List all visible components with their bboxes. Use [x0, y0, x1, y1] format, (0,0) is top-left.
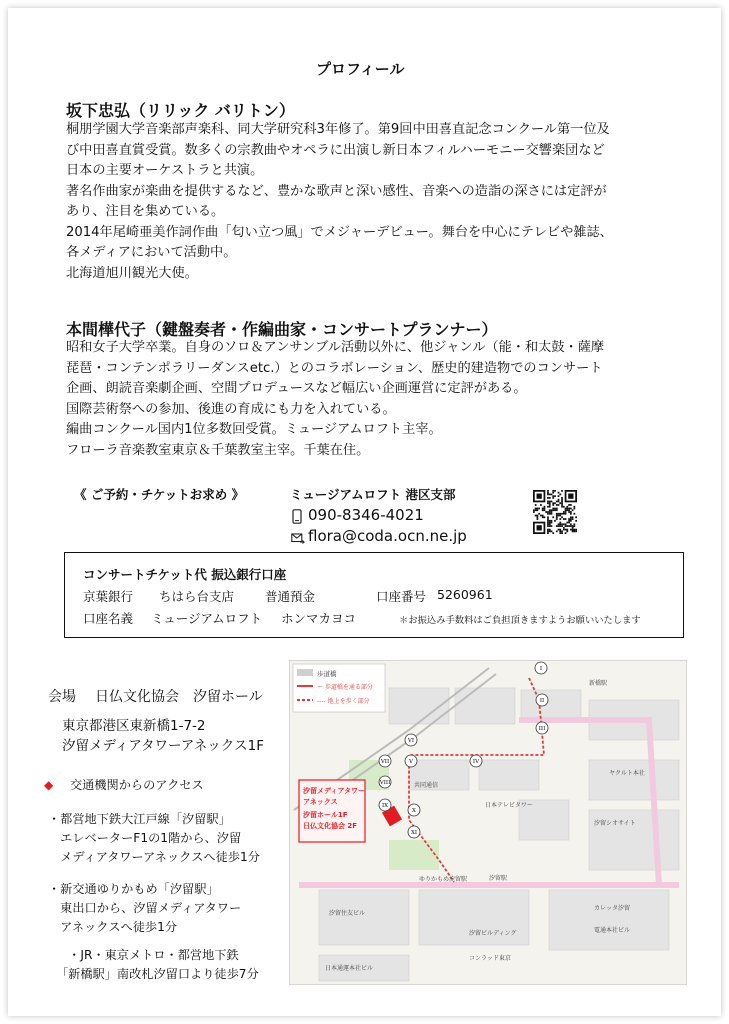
email-address[interactable]: flora@coda.ocn.ne.jp: [308, 527, 467, 545]
qr-code-icon[interactable]: [533, 490, 577, 534]
map-label: 汐留シオサイト: [594, 820, 636, 827]
profile1-line: あり、注目を集めている。: [66, 204, 225, 219]
exit-number: VIII: [379, 780, 391, 787]
profile2-line: 企画、朗読音楽劇企画、空間プロデュースなど幅広い企画運営に定評がある。: [66, 381, 527, 396]
exit-number: II: [539, 698, 545, 705]
organizer-name: ミュージアムロフト 港区支部: [290, 487, 456, 502]
access-line: ・都営地下鉄大江戸線「汐留駅」: [48, 812, 231, 826]
profile1-name: 坂下忠弘（リリック バリトン）: [66, 101, 295, 120]
page-title: プロフィール: [316, 60, 405, 78]
profile2-bio: [66, 338, 604, 461]
venue-highlight-label: 汐留ホール1F: [303, 811, 348, 819]
exit-number: I: [539, 666, 543, 673]
access-line: エレベーターF1の1階から、汐留: [48, 831, 242, 845]
exit-number: V: [409, 759, 413, 766]
venue-name: 日仏文化協会 汐留ホール: [95, 689, 263, 705]
profile2-line: 昭和女子大学卒業。自身のソロ＆アンサンブル活動以外に、他ジャンル（能・和太鼓・薩摩: [66, 340, 605, 355]
exit-number: X: [412, 808, 416, 815]
access-marker: ◆: [44, 778, 54, 792]
venue-address-1: 東京都港区東新橋1-7-2: [62, 718, 206, 734]
account-holder-name: ホンマカヨコ: [281, 611, 357, 626]
map-label: 日本通運本社ビル: [325, 965, 374, 972]
profile1-line: 北海道旭川観光大使。: [66, 265, 198, 281]
profile1-line: 各メディアにおいて活動中。: [66, 245, 237, 260]
legend-item: 歩道橋: [317, 670, 337, 678]
legend-item: ---- 地上を歩く部分: [317, 698, 370, 705]
venue-highlight-label: 日仏文化協会 2F: [303, 822, 358, 830]
map-label: ゆりかもめ汐留駅: [419, 876, 468, 883]
profile2-name: 本間樺代子（鍵盤奏者・作編曲家・コンサートプランナー）: [66, 320, 498, 339]
account-holder-org: ミュージアムロフト: [151, 611, 263, 626]
bank-box-heading: コンサートチケット代 振込銀行口座: [83, 567, 287, 582]
map-label: 汐留住友ビル: [329, 910, 366, 917]
map-legend: [293, 664, 385, 712]
profile1-line: 日本の主要オーケストラと共演。: [66, 163, 264, 178]
map-label: 新橋駅: [589, 680, 608, 687]
access-line: ・新交通ゆりかもめ「汐留駅」: [48, 882, 219, 896]
venue-highlight-label: 汐留メディアタワー: [303, 787, 365, 795]
exit-number: XI: [410, 830, 418, 837]
exit-number: VII: [380, 759, 390, 766]
map-label: 電通本社ビル: [594, 927, 631, 934]
map-label: カレッタ汐留: [594, 905, 630, 912]
exit-number: VI: [407, 738, 415, 745]
legend-item: ー 歩道橋を通る部分: [317, 684, 373, 691]
venue-map[interactable]: [289, 660, 687, 985]
reservation-label: 《 ご予約・チケットお求め 》: [74, 487, 245, 502]
transfer-fee-note: ＊お振込み手数料はご負担頂きますようお願いいたします: [399, 615, 641, 626]
account-number-label: 口座番号: [376, 589, 427, 604]
venue-address-2: 汐留メディアタワーアネックス1F: [62, 738, 264, 754]
access-item-oedo: [48, 810, 260, 867]
profile1-bio: [66, 120, 613, 284]
venue-highlight-label: アネックス: [303, 798, 338, 806]
map-label: 汐留駅: [489, 875, 508, 882]
exit-number: IV: [472, 759, 480, 766]
profile1-line: 2014年尾崎亜美作詞作曲「匂い立つ風」でメジャーデビュー。舞台を中心にテレビや雑誌、: [66, 224, 613, 240]
profile2-line: 編曲コンクール国内1位多数回受賞。ミュージアムロフト主宰。: [66, 422, 442, 437]
access-line: ・JR・東京メトロ・都営地下鉄: [56, 948, 239, 962]
map-label: 共同通信: [414, 782, 439, 789]
venue-label: 会場: [48, 689, 76, 705]
map-label: コンラッド東京: [469, 955, 511, 962]
bank-account-box: [64, 552, 684, 638]
map-label: 日本テレビタワー: [485, 802, 533, 809]
access-line: 東出口から、汐留メディアタワー: [48, 901, 242, 915]
access-line: メディアタワーアネックスへ徒歩1分: [48, 850, 260, 864]
account-number: 5260961: [437, 587, 493, 602]
profile2-line: 琵琶・コンテンポラリーダンスetc.）とのコラボレーション、歴史的建造物でのコンサート: [66, 360, 603, 376]
access-item-jr: [56, 946, 259, 984]
branch-name: ちはら台支店: [159, 589, 235, 604]
access-heading: 交通機関からのアクセス: [70, 778, 204, 792]
account-type: 普通預金: [265, 589, 316, 604]
access-line: アネックスへ徒歩1分: [48, 920, 178, 934]
exit-number: IX: [381, 803, 389, 810]
map-label: 汐留ビルディング: [469, 930, 517, 937]
map-label: ヤクルト本社: [609, 770, 645, 777]
access-line: 「新橋駅」南改札汐留口より徒歩7分: [56, 967, 259, 981]
profile2-line: フローラ音楽教室東京＆千葉教室主宰。千葉在住。: [66, 442, 370, 458]
envelope-icon: [291, 530, 306, 549]
exit-number: III: [538, 726, 546, 733]
profile1-line: 桐朋学園大学音楽部声楽科、同大学研究科3年修了。第9回中田喜直記念コンクール第一位及: [66, 122, 610, 137]
access-item-yurikamome: [48, 880, 241, 937]
bank-name: 京葉銀行: [83, 589, 134, 604]
profile1-line: び中田喜直賞受賞。数多くの宗教曲やオペラに出演し新日本フィルハーモニー交響楽団など: [66, 142, 605, 158]
phone-number[interactable]: 090-8346-4021: [308, 506, 424, 524]
account-holder-label: 口座名義: [83, 611, 134, 626]
profile2-line: 国際芸術祭への参加、後進の育成にも力を入れている。: [66, 401, 396, 417]
profile1-line: 著名作曲家が楽曲を提供するなど、豊かな歌声と深い感性、音楽への造詣の深さには定評が: [66, 183, 607, 199]
mobile-phone-icon: [292, 509, 302, 528]
